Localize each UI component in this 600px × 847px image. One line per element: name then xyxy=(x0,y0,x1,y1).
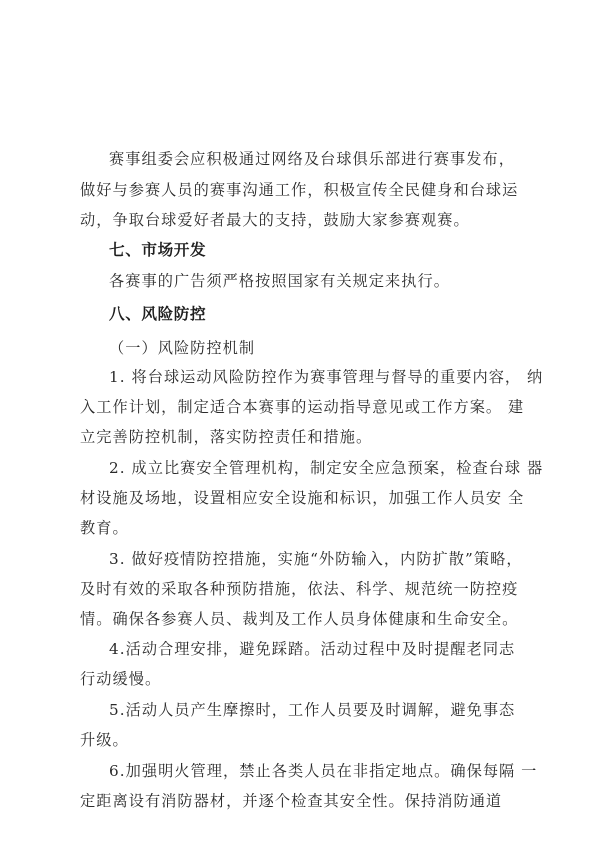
text-line: 赛事组委会应积极通过网络及台球俱乐部进行赛事发布， xyxy=(109,150,515,168)
subheading-risk-mechanism: （一）风险防控机制 xyxy=(109,339,256,357)
text-line: 6.加强明火管理，禁止各类人员在非指定地点。确保每隔 一 xyxy=(109,762,538,780)
text-line: 定距离设有消防器材，并逐个检查其安全性。保持消防通道 xyxy=(80,792,503,810)
text-line: 及时有效的采取各种预防措施，依法、科学、规范统一防控疫 xyxy=(80,580,519,598)
text-line: 动，争取台球爱好者最大的支持，鼓励大家参赛观赛。 xyxy=(80,211,470,229)
text-line: 行动缓慢。 xyxy=(80,670,162,688)
text-line: 立完善防控机制，落实防控责任和措施。 xyxy=(80,428,373,446)
heading-market-development: 七、市场开发 xyxy=(109,241,207,259)
text-line: 4.活动合理安排，避免踩踏。活动过程中及时提醒老同志 xyxy=(109,640,516,658)
paragraph-market: 各赛事的广告须严格按照国家有关规定来执行。 xyxy=(109,272,450,290)
text-line: 材设施及场地，设置相应安全设施和标识，加强工作人员安 全 xyxy=(80,489,525,507)
text-line: 教育。 xyxy=(80,519,129,537)
text-line: 升级。 xyxy=(80,731,129,749)
heading-risk-control: 八、风险防控 xyxy=(109,305,207,323)
text-line: 2. 成立比赛安全管理机构，制定安全应急预案，检查台球 器 xyxy=(109,459,544,477)
text-line: 3. 做好疫情防控措施，实施“外防输入，内防扩散”策略， xyxy=(109,550,523,568)
text-line: 情。确保各参赛人员、裁判及工作人员身体健康和生命安全。 xyxy=(80,610,519,628)
text-line: 1. 将台球运动风险防控作为赛事管理与督导的重要内容， 纳 xyxy=(109,368,544,386)
text-line: 5.活动人员产生摩擦时，工作人员要及时调解，避免事态 xyxy=(109,701,516,719)
text-line: 做好与参赛人员的赛事沟通工作，积极宣传全民健身和台球运 xyxy=(80,181,519,199)
text-line: 入工作计划，制定适合本赛事的运动指导意见或工作方案。 建 xyxy=(80,398,525,416)
